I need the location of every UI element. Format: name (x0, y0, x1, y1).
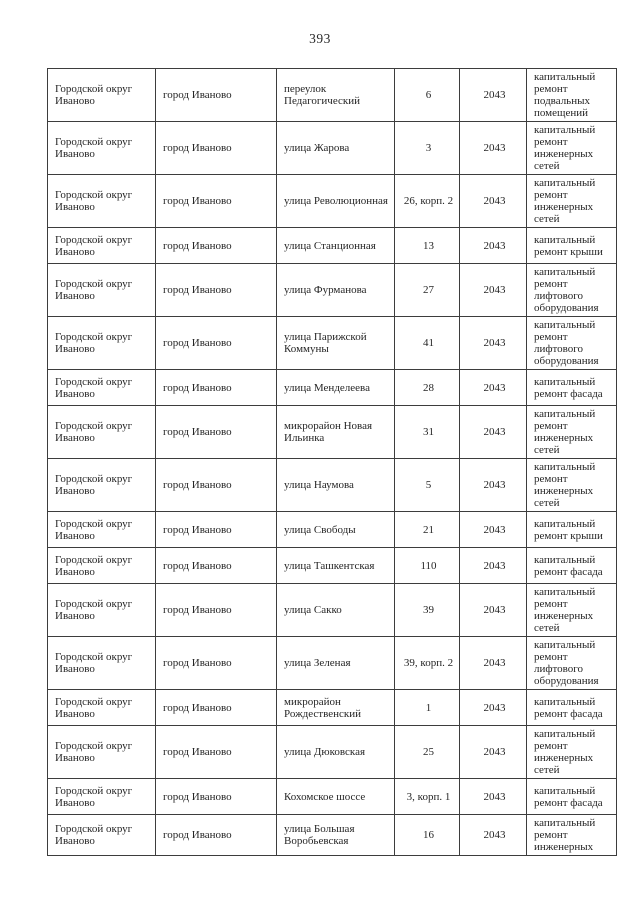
cell-district: Городской округ Иваново (48, 264, 156, 317)
table-row (48, 69, 617, 122)
table-row (48, 317, 617, 370)
cell-work: капитальный ремонт инженерных сетей (527, 406, 617, 459)
cell-work: капитальный ремонт фасада (527, 548, 617, 584)
cell-house: 25 (395, 726, 460, 779)
table-row (48, 122, 617, 175)
table-row (48, 370, 617, 406)
cell-house: 1 (395, 690, 460, 726)
cell-work: капитальный ремонт крыши (527, 228, 617, 264)
cell-work: капитальный ремонт подвальных помещений (527, 69, 617, 122)
table-row (48, 726, 617, 779)
table-row (48, 637, 617, 690)
cell-work: капитальный ремонт фасада (527, 779, 617, 815)
cell-city: город Иваново (156, 637, 277, 690)
cell-district: Городской округ Иваново (48, 406, 156, 459)
cell-year: 2043 (460, 370, 527, 406)
cell-year: 2043 (460, 122, 527, 175)
cell-work: капитальный ремонт фасада (527, 370, 617, 406)
cell-district: Городской округ Иваново (48, 512, 156, 548)
table-row (48, 228, 617, 264)
cell-year: 2043 (460, 637, 527, 690)
cell-street: микрорайон Рождественский (277, 690, 395, 726)
cell-year: 2043 (460, 406, 527, 459)
cell-street: улица Дюковская (277, 726, 395, 779)
cell-work: капитальный ремонт лифтового оборудования (527, 637, 617, 690)
table-row (48, 512, 617, 548)
cell-district: Городской округ Иваново (48, 690, 156, 726)
cell-street: улица Станционная (277, 228, 395, 264)
cell-year: 2043 (460, 690, 527, 726)
cell-city: город Иваново (156, 406, 277, 459)
cell-city: город Иваново (156, 726, 277, 779)
cell-work: капитальный ремонт инженерных сетей (527, 584, 617, 637)
cell-street: улица Революционная (277, 175, 395, 228)
cell-street: Кохомское шоссе (277, 779, 395, 815)
cell-year: 2043 (460, 779, 527, 815)
cell-city: город Иваново (156, 815, 277, 856)
repair-plan-table (47, 68, 617, 856)
cell-house: 27 (395, 264, 460, 317)
cell-city: город Иваново (156, 122, 277, 175)
cell-year: 2043 (460, 264, 527, 317)
cell-city: город Иваново (156, 512, 277, 548)
cell-district: Городской округ Иваново (48, 175, 156, 228)
cell-city: город Иваново (156, 228, 277, 264)
cell-work: капитальный ремонт инженерных сетей (527, 726, 617, 779)
cell-year: 2043 (460, 69, 527, 122)
cell-district: Городской округ Иваново (48, 637, 156, 690)
cell-district: Городской округ Иваново (48, 779, 156, 815)
cell-street: улица Ташкентская (277, 548, 395, 584)
cell-work: капитальный ремонт инженерных сетей (527, 122, 617, 175)
cell-street: улица Наумова (277, 459, 395, 512)
cell-district: Городской округ Иваново (48, 815, 156, 856)
cell-year: 2043 (460, 726, 527, 779)
cell-house: 13 (395, 228, 460, 264)
cell-district: Городской округ Иваново (48, 459, 156, 512)
table-row (48, 175, 617, 228)
cell-year: 2043 (460, 228, 527, 264)
cell-city: город Иваново (156, 69, 277, 122)
cell-street: переулок Педагогический (277, 69, 395, 122)
cell-district: Городской округ Иваново (48, 370, 156, 406)
page-number: 393 (309, 31, 331, 46)
cell-street: улица Свободы (277, 512, 395, 548)
cell-city: город Иваново (156, 690, 277, 726)
cell-street: улица Жарова (277, 122, 395, 175)
cell-work: капитальный ремонт крыши (527, 512, 617, 548)
cell-street: улица Большая Воробьевская (277, 815, 395, 856)
cell-house: 28 (395, 370, 460, 406)
cell-house: 31 (395, 406, 460, 459)
cell-year: 2043 (460, 512, 527, 548)
cell-city: город Иваново (156, 264, 277, 317)
cell-house: 26, корп. 2 (395, 175, 460, 228)
cell-work: капитальный ремонт инженерных сетей (527, 175, 617, 228)
cell-house: 39 (395, 584, 460, 637)
cell-year: 2043 (460, 459, 527, 512)
cell-district: Городской округ Иваново (48, 548, 156, 584)
table-row (48, 459, 617, 512)
cell-year: 2043 (460, 815, 527, 856)
cell-house: 21 (395, 512, 460, 548)
cell-district: Городской округ Иваново (48, 584, 156, 637)
cell-street: улица Фурманова (277, 264, 395, 317)
cell-year: 2043 (460, 317, 527, 370)
cell-year: 2043 (460, 175, 527, 228)
cell-house: 39, корп. 2 (395, 637, 460, 690)
table-row (48, 264, 617, 317)
cell-city: город Иваново (156, 548, 277, 584)
cell-house: 110 (395, 548, 460, 584)
cell-city: город Иваново (156, 370, 277, 406)
cell-work: капитальный ремонт инженерных сетей (527, 459, 617, 512)
table-row (48, 690, 617, 726)
cell-house: 16 (395, 815, 460, 856)
cell-work: капитальный ремонт инженерных (527, 815, 617, 856)
cell-house: 3 (395, 122, 460, 175)
cell-year: 2043 (460, 548, 527, 584)
cell-district: Городской округ Иваново (48, 122, 156, 175)
table-row (48, 779, 617, 815)
cell-city: город Иваново (156, 779, 277, 815)
table-row (48, 548, 617, 584)
table-row (48, 584, 617, 637)
cell-district: Городской округ Иваново (48, 726, 156, 779)
cell-district: Городской округ Иваново (48, 317, 156, 370)
cell-district: Городской округ Иваново (48, 228, 156, 264)
table-row (48, 406, 617, 459)
cell-street: микрорайон Новая Ильинка (277, 406, 395, 459)
cell-work: капитальный ремонт лифтового оборудования (527, 317, 617, 370)
table-body (48, 69, 617, 856)
cell-work: капитальный ремонт фасада (527, 690, 617, 726)
table-row (48, 815, 617, 856)
cell-house: 3, корп. 1 (395, 779, 460, 815)
cell-street: улица Зеленая (277, 637, 395, 690)
cell-house: 6 (395, 69, 460, 122)
cell-work: капитальный ремонт лифтового оборудования (527, 264, 617, 317)
cell-city: город Иваново (156, 175, 277, 228)
cell-house: 41 (395, 317, 460, 370)
cell-street: улица Парижской Коммуны (277, 317, 395, 370)
cell-street: улица Сакко (277, 584, 395, 637)
cell-street: улица Менделеева (277, 370, 395, 406)
cell-year: 2043 (460, 584, 527, 637)
cell-city: город Иваново (156, 317, 277, 370)
cell-house: 5 (395, 459, 460, 512)
cell-city: город Иваново (156, 459, 277, 512)
cell-city: город Иваново (156, 584, 277, 637)
cell-district: Городской округ Иваново (48, 69, 156, 122)
